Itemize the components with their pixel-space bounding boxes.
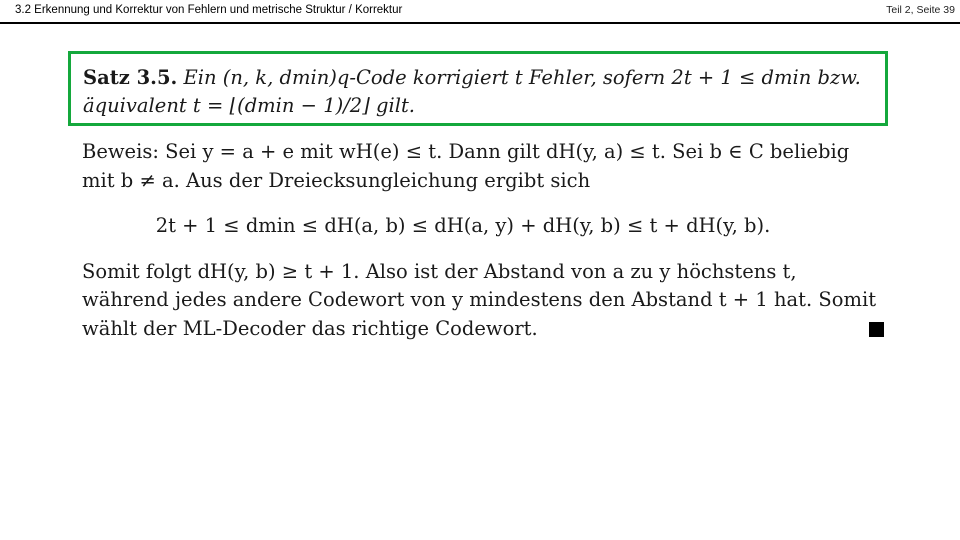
theorem-body: Ein (n, k, dmin)q-Code korrigiert t Fehler, sofern 2t + 1 ≤ dmin bzw. äquivalent t = ⌊(dmin − 1)/2⌋ gilt.: [83, 66, 861, 117]
proof-block: [82, 138, 884, 343]
proof-equation: 2t + 1 ≤ dmin ≤ dH(a, b) ≤ dH(a, y) + dH(y, b) ≤ t + dH(y, b).: [155, 214, 771, 237]
section-title: 3.2 Erkennung und Korrektur von Fehlern und metrische Struktur / Korrektur: [15, 4, 403, 16]
header-rule: [0, 22, 960, 24]
proof-paragraph-2: [82, 258, 884, 344]
slide-header: [0, 0, 960, 24]
theorem-label: Satz 3.5.: [83, 66, 178, 89]
theorem-text: [83, 64, 883, 120]
page-number: Teil 2, Seite 39: [886, 4, 955, 16]
proof-paragraph-2-text: Somit folgt dH(y, b) ≥ t + 1. Also ist der Abstand von a zu y höchstens t, während jedes andere Codewort von y mindestens den Abstand t + 1 hat. Somit wählt der ML-Decoder das richtige Codewort.: [82, 259, 877, 340]
proof-paragraph-1: Beweis: Sei y = a + e mit wH(e) ≤ t. Dann gilt dH(y, a) ≤ t. Sei b ∈ C beliebig mit b ≠ a. Aus der Dreiecksungleichung ergibt sich: [82, 140, 850, 192]
qed-square-icon: [869, 322, 884, 337]
theorem-box: [68, 51, 888, 126]
